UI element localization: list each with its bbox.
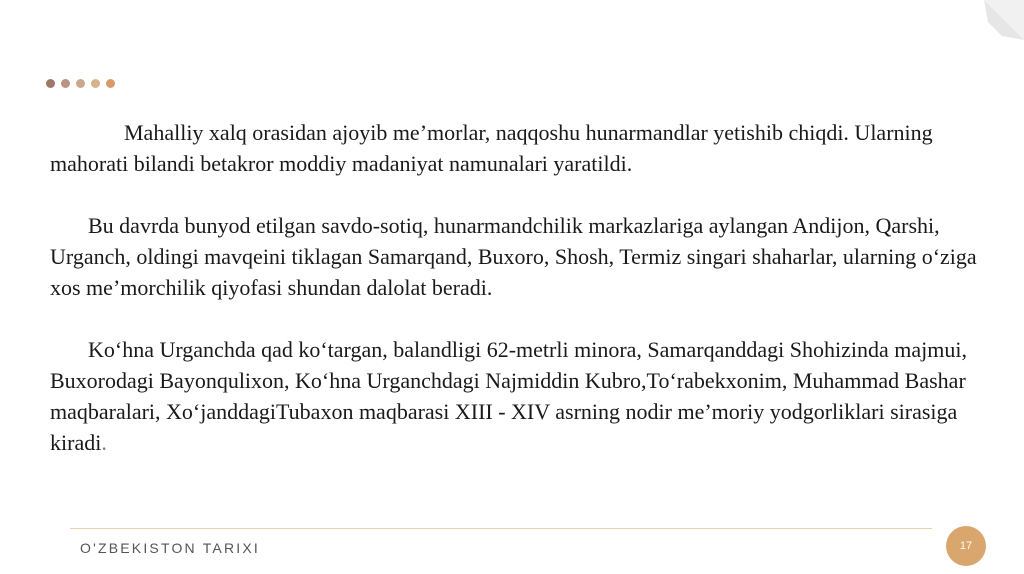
decoration-dot (76, 79, 85, 88)
decoration-dot (46, 79, 55, 88)
paragraph-3 (50, 334, 980, 458)
slide-body (50, 117, 980, 458)
decoration-dot (91, 79, 100, 88)
decoration-dot (61, 79, 70, 88)
paragraph-1-text: Mahalliy xalq orasidan ajoyib me’morlar, naqqoshu hunarmandlar yetishib chiqdi. Ularning mahorati bilandi betakror moddiy madaniyat namunalari yaratildi. (50, 120, 933, 176)
footer-divider (70, 528, 932, 529)
page-corner-fold (984, 0, 1024, 40)
paragraph-3-text: Ko‘hna Urganchda qad ko‘targan, balandligi 62-metrli minora, Samarqanddagi Shohizinda majmui, Buxorodagi Bayonqulixon, Ko‘hna Urganchdagi Najmiddin Kubro,To‘rabekxonim, Muhammad Bashar maqbaralari, Xo‘janddagiTubaxon maqbarasi XIII - XIV asrning nodir me’moriy yodgorliklari sirasiga kiradi (50, 337, 967, 455)
paragraph-1 (50, 117, 980, 179)
paragraph-2 (50, 210, 980, 303)
decoration-dots (46, 79, 115, 88)
decoration-dot (106, 79, 115, 88)
footer-title: O'ZBEKISTON TARIXI (80, 540, 260, 556)
page-number: 17 (959, 540, 973, 552)
paragraph-3-trailing-period: . (101, 430, 107, 455)
page-number-badge (946, 526, 986, 566)
paragraph-2-text: Bu davrda bunyod etilgan savdo-sotiq, hunarmandchilik markazlariga aylangan Andijon, Qarshi, Urganch, oldingi mavqeini tiklagan Samarqand, Buxoro, Shosh, Termiz singari shaharlar, ularning o‘ziga xos me’morchilik qiyofasi shundan dalolat beradi. (50, 213, 977, 300)
